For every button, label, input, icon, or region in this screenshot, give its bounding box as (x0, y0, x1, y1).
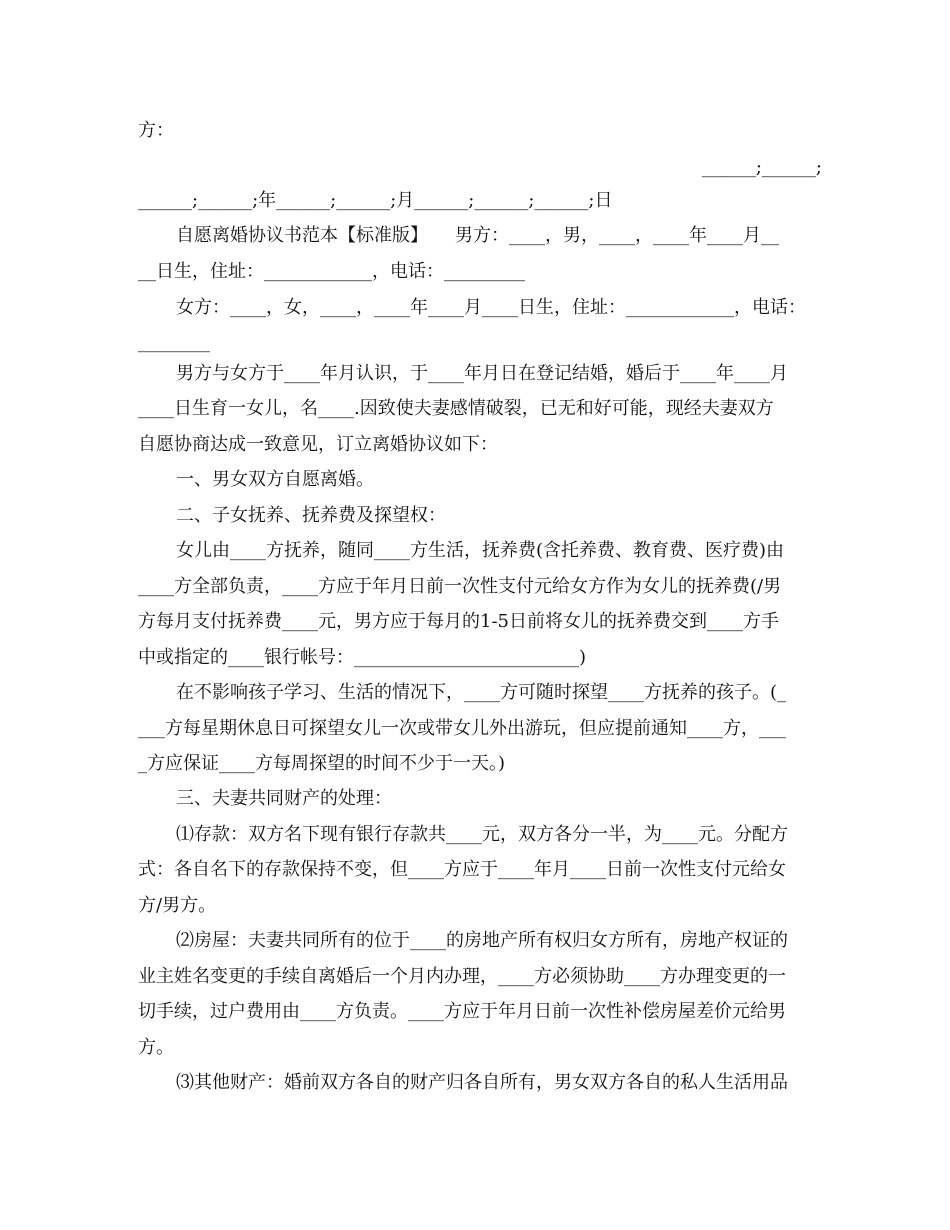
text-line: 式：各自名下的存款保持不变，但____方应于____年月____日前一次性支付元给女 (138, 859, 786, 880)
text-line: ____方全部负责，____方应于年月日前一次性支付元给女方作为女儿的抚养费(/男 (138, 576, 782, 597)
text-line: 女儿由____方抚养，随同____方生活，抚养费(含托养费、教育费、医疗费)由 (176, 540, 785, 561)
text-line: 一、男女双方自愿离婚。 (176, 469, 374, 490)
text-line: 业主姓名变更的手续自离婚后一个月内办理，____方必须协助____方办理变更的一 (138, 966, 786, 987)
text-line: 三、夫妻共同财产的处理： (176, 788, 392, 809)
text-line: 方/男方。 (138, 895, 217, 916)
text-line: ________ (138, 332, 210, 353)
text-line: ⑴存款：双方名下现有银行存款共____元，双方各分一半，为____元。分配方 (176, 824, 788, 845)
text-line: ____日生育一女儿，名____.因致使夫妻感情破裂，已无和好可能，现经夫妻双方 (138, 398, 774, 419)
text-line: 自愿离婚协议书范本【标准版】 男方：____，男，____，____年____月__ (176, 225, 779, 246)
text-line: 在不影响孩子学习、生活的情况下，____方可随时探望____方抚养的孩子。(_ (176, 682, 787, 703)
text-line: ___方每星期休息日可探望女儿一次或带女儿外出游玩，但应提前通知____方，___ (138, 718, 786, 739)
text-line: 女方：____，女，____，____年____月____日生，住址：____________，电话： (176, 297, 806, 318)
text-line: 方。 (138, 1037, 174, 1058)
text-line: 二、子女抚养、抚养费及探望权： (176, 505, 446, 526)
text-line: 男方与女方于____年月认识，于____年月日在登记结婚，婚后于____年____月 (176, 363, 788, 384)
text-line: 中或指定的____银行帐号：_________________________) (138, 647, 587, 668)
text-line: ⑶其他财产：婚前双方各自的财产归各自所有，男女双方各自的私人生活用品 (176, 1072, 788, 1093)
text-line: ______;______;年______;______;月______;______;______;日 (138, 190, 613, 211)
text-line: 切手续，过户费用由____方负责。____方应于年月日前一次性补偿房屋差价元给男 (138, 1001, 786, 1022)
text-line: __日生，住址：____________，电话：_________ (138, 261, 525, 282)
document-page (138, 0, 822, 1230)
text-line: _方应保证____方每周探望的时间不少于一天。) (138, 753, 506, 774)
text-line: 方： (138, 120, 174, 141)
text-line: 方每月支付抚养费____元，男方应于每月的1-5日前将女儿的抚养费交到____方手 (138, 611, 779, 632)
text-line: 自愿协商达成一致意见，订立离婚协议如下： (138, 434, 498, 455)
text-line: ⑵房屋：夫妻共同所有的位于____的房地产所有权归女方所有，房地产权证的 (176, 930, 788, 951)
text-line: ______;______; (701, 157, 822, 178)
